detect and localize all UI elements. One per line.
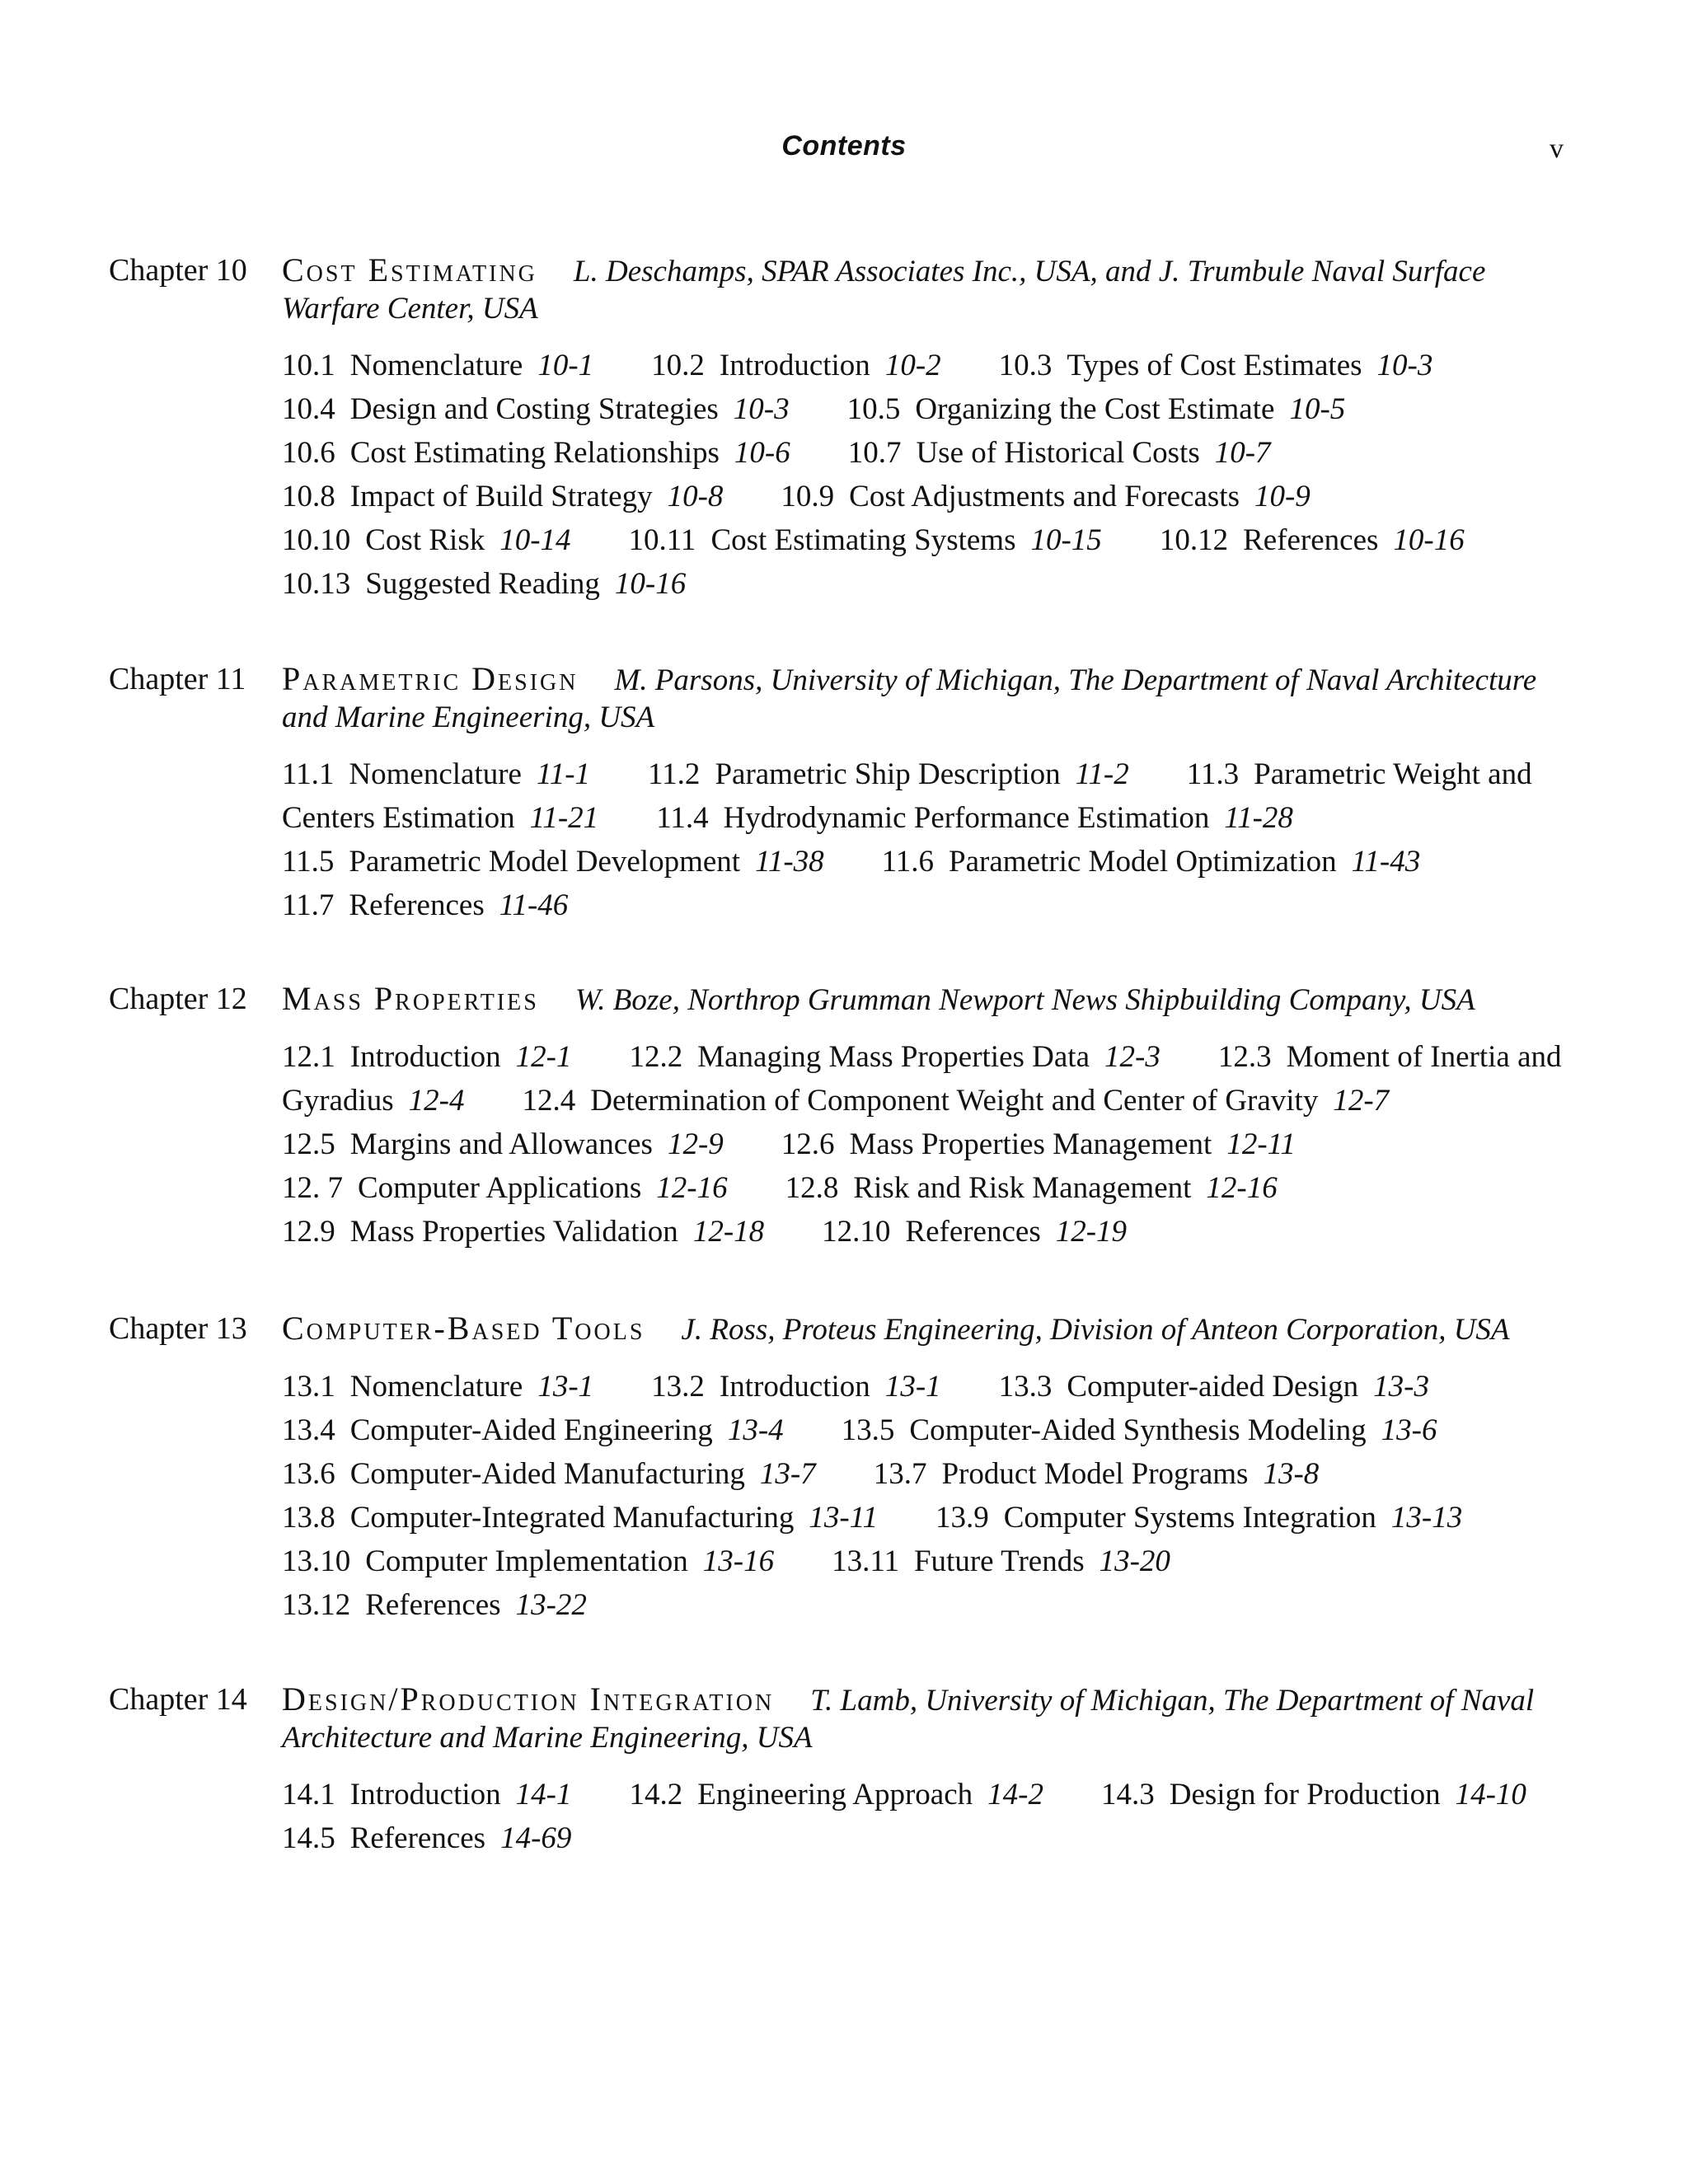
toc-entry[interactable] <box>282 1457 816 1491</box>
section-page: 10-2 <box>884 349 941 382</box>
running-head: Contents <box>781 130 907 162</box>
section-list <box>282 1365 1576 1627</box>
chapter-label: Chapter 13 <box>109 1311 247 1346</box>
toc-entry[interactable] <box>282 801 598 835</box>
toc-entry[interactable] <box>999 1370 1429 1404</box>
section-page: 12-1 <box>515 1040 572 1074</box>
section-title: Nomenclature <box>349 349 523 382</box>
section-number: 13.1 <box>282 1370 335 1404</box>
section-title: Introduction <box>349 1040 501 1074</box>
section-number: 13.9 <box>935 1501 989 1535</box>
section-number: 10.7 <box>847 436 902 470</box>
chapter-label: Chapter 14 <box>109 1682 247 1717</box>
section-page: 12-4 <box>408 1084 465 1118</box>
section-number: 11.5 <box>282 845 335 879</box>
section-title: Nomenclature <box>349 757 522 791</box>
section-number: 11.2 <box>648 757 701 791</box>
section-title: Cost Estimating Systems <box>710 523 1016 557</box>
toc-entry[interactable] <box>282 392 790 426</box>
section-page: 12-7 <box>1333 1084 1390 1118</box>
section-number: 13.4 <box>282 1413 335 1447</box>
toc-entry[interactable] <box>282 480 723 513</box>
section-number: 13.12 <box>282 1588 351 1622</box>
toc-line <box>282 562 1576 606</box>
section-page: 12-18 <box>692 1215 765 1249</box>
toc-entry[interactable] <box>282 1370 593 1404</box>
section-title: Cost Risk <box>365 523 485 557</box>
chapter-title[interactable]: Design/Production Integration <box>282 1680 775 1718</box>
section-number: 10.6 <box>282 436 335 470</box>
toc-entry[interactable] <box>282 1171 728 1205</box>
section-number: 12.9 <box>282 1215 335 1249</box>
section-page: 10-8 <box>667 480 724 513</box>
chapter-heading <box>109 981 1576 1019</box>
toc-line <box>282 1210 1576 1254</box>
section-number: 11.1 <box>282 757 335 791</box>
chapter-heading <box>109 1681 1576 1756</box>
section-title: Hydrodynamic Performance Estimation <box>723 801 1210 835</box>
section-number: 14.3 <box>1100 1778 1155 1811</box>
section-page: 12-9 <box>667 1127 724 1161</box>
section-number: 10.3 <box>998 349 1053 382</box>
section-list <box>282 1035 1576 1254</box>
section-page: 12-3 <box>1104 1040 1160 1074</box>
toc-line <box>282 387 1576 431</box>
toc-line <box>282 1583 1576 1627</box>
section-title: Determination of Component Weight and Center of Gravity <box>590 1084 1319 1118</box>
section-number: 13.8 <box>282 1501 335 1535</box>
toc-entry[interactable] <box>282 1040 571 1074</box>
section-title: References <box>1243 523 1379 557</box>
toc-entry[interactable] <box>629 1040 1160 1074</box>
section-page: 10-9 <box>1254 480 1311 513</box>
section-page: 13-20 <box>1099 1544 1170 1578</box>
chapter-label: Chapter 10 <box>109 253 247 288</box>
toc-line <box>282 1035 1576 1079</box>
section-title: Product Model Programs <box>941 1457 1249 1491</box>
section-title: Parametric Model Development <box>349 845 741 879</box>
chapter-title[interactable]: Cost Estimating <box>282 251 537 288</box>
section-number: 12.6 <box>781 1127 835 1161</box>
toc-entry[interactable] <box>999 349 1433 382</box>
toc-entry[interactable] <box>282 757 590 791</box>
section-title: Managing Mass Properties Data <box>697 1040 1090 1074</box>
section-title: Impact of Build Strategy <box>349 480 653 513</box>
section-number: 10.12 <box>1159 523 1229 557</box>
chapter-heading <box>109 1310 1576 1348</box>
section-page: 11-2 <box>1075 757 1129 791</box>
section-number: 12.8 <box>785 1171 839 1205</box>
chapter-author: J. Ross, Proteus Engineering, Division of Anteon Corporation, USA <box>681 1313 1510 1347</box>
toc-entry[interactable] <box>651 1370 940 1404</box>
section-title: Types of Cost Estimates <box>1067 349 1362 382</box>
toc-entry[interactable] <box>847 392 1346 426</box>
section-title: Computer Applications <box>358 1171 642 1205</box>
chapter-title[interactable]: Parametric Design <box>282 660 579 697</box>
section-title: Computer-aided Design <box>1067 1370 1359 1404</box>
section-page: 11-1 <box>536 757 591 791</box>
section-title: Organizing the Cost Estimate <box>915 392 1275 426</box>
section-number: 12.1 <box>282 1040 335 1074</box>
section-title: Computer Systems Integration <box>1003 1501 1376 1535</box>
section-title: Computer-Aided Engineering <box>349 1413 713 1447</box>
section-number: 11.7 <box>282 888 335 922</box>
section-number: 10.4 <box>282 392 335 426</box>
chapter-12 <box>109 981 1576 1254</box>
section-title: References <box>365 1588 501 1622</box>
section-title: Risk and Risk Management <box>853 1171 1192 1205</box>
section-list <box>282 344 1576 606</box>
section-number: 13.3 <box>998 1370 1053 1404</box>
section-page: 10-7 <box>1214 436 1271 470</box>
toc-entry[interactable] <box>781 1127 1296 1161</box>
toc-line <box>282 1365 1576 1408</box>
toc-line <box>282 1496 1576 1540</box>
section-number: 13.6 <box>282 1457 335 1491</box>
section-page: 11-38 <box>755 845 824 879</box>
toc-line <box>282 475 1576 518</box>
section-number: 13.7 <box>873 1457 927 1491</box>
section-number: 13.10 <box>282 1544 351 1578</box>
section-number: 10.10 <box>282 523 351 557</box>
toc-entry[interactable] <box>282 1588 587 1622</box>
toc-entry[interactable] <box>282 1821 571 1855</box>
section-page: 12-11 <box>1226 1127 1296 1161</box>
section-number: 11.3 <box>1186 757 1240 791</box>
section-page: 10-1 <box>537 349 594 382</box>
toc-line <box>282 518 1576 562</box>
toc-entry[interactable] <box>282 523 571 557</box>
toc-entry[interactable] <box>282 349 593 382</box>
chapter-heading <box>109 252 1576 327</box>
toc-entry[interactable] <box>629 1778 1043 1811</box>
toc-entry[interactable] <box>282 567 686 601</box>
section-page: 10-3 <box>733 392 790 426</box>
section-page: 10-16 <box>614 567 687 601</box>
section-title: Parametric Model Optimization <box>949 845 1337 879</box>
section-number: 12.3 <box>1217 1040 1272 1074</box>
section-number: 12.5 <box>282 1127 335 1161</box>
section-title: Cost Estimating Relationships <box>349 436 720 470</box>
section-number: 10.13 <box>282 567 351 601</box>
section-title: Computer-Aided Synthesis Modeling <box>909 1413 1367 1447</box>
toc-entry[interactable] <box>656 801 1293 835</box>
section-title: References <box>349 888 485 922</box>
toc-entry[interactable] <box>1187 757 1532 791</box>
section-number: 14.2 <box>629 1778 683 1811</box>
toc-entry[interactable] <box>848 436 1271 470</box>
toc-entry[interactable] <box>651 349 940 382</box>
toc-entry[interactable] <box>935 1501 1462 1535</box>
section-title: Future Trends <box>913 1544 1085 1578</box>
section-number: 10.2 <box>651 349 705 382</box>
toc-entry[interactable] <box>874 1457 1320 1491</box>
toc-line <box>282 1166 1576 1210</box>
toc-line <box>282 796 1576 840</box>
toc-line <box>282 1079 1576 1122</box>
section-page: 12-16 <box>656 1171 728 1205</box>
section-number: 11.6 <box>881 845 935 879</box>
toc-entry[interactable] <box>648 757 1129 791</box>
section-number: 13.11 <box>832 1544 899 1578</box>
toc-entry[interactable] <box>1218 1040 1562 1074</box>
section-title: Margins and Allowances <box>349 1127 653 1161</box>
section-list <box>282 1773 1576 1860</box>
section-number: 10.5 <box>846 392 901 426</box>
section-number: 12.4 <box>522 1084 576 1118</box>
toc-entry[interactable] <box>282 1413 784 1447</box>
section-page: 13-8 <box>1263 1457 1320 1491</box>
toc-line <box>282 431 1576 475</box>
section-title: Centers Estimation <box>282 801 515 835</box>
toc-line <box>282 1816 1576 1860</box>
section-title: Computer Implementation <box>365 1544 688 1578</box>
section-title: Use of Historical Costs <box>916 436 1200 470</box>
section-page: 12-19 <box>1055 1215 1128 1249</box>
section-title: Design and Costing Strategies <box>349 392 719 426</box>
section-title: Nomenclature <box>349 1370 523 1404</box>
toc-entry[interactable] <box>282 888 568 922</box>
section-title: Moment of Inertia and <box>1286 1040 1562 1074</box>
chapter-13 <box>109 1310 1576 1627</box>
toc-entry[interactable] <box>832 1544 1170 1578</box>
section-page: 12-16 <box>1206 1171 1278 1205</box>
toc-line <box>282 883 1576 927</box>
section-number: 11.4 <box>656 801 709 835</box>
section-page: 11-46 <box>499 888 569 922</box>
toc-entry[interactable] <box>822 1215 1127 1249</box>
toc-entry[interactable] <box>282 1778 571 1811</box>
chapter-author: L. Deschamps, SPAR Associates Inc., USA, and J. Trumbule Naval Surface Warfare Center, USA <box>282 255 1486 326</box>
section-number: 12. 7 <box>282 1171 343 1205</box>
section-page: 13-13 <box>1390 1501 1463 1535</box>
toc-entry[interactable] <box>282 845 824 879</box>
chapter-heading <box>109 661 1576 736</box>
section-number: 10.11 <box>628 523 696 557</box>
section-number: 14.5 <box>282 1821 335 1855</box>
chapter-author: T. Lamb, University of Michigan, The Department of Naval Architecture and Marine Engineering, USA <box>282 1684 1535 1755</box>
chapter-author: M. Parsons, University of Michigan, The Department of Naval Architecture and Marine Engineering, USA <box>282 663 1537 734</box>
section-page: 13-3 <box>1373 1370 1429 1404</box>
section-page: 10-14 <box>499 523 571 557</box>
section-title: Mass Properties Management <box>849 1127 1212 1161</box>
toc-line <box>282 1408 1576 1452</box>
section-title: Engineering Approach <box>697 1778 973 1811</box>
section-page: 14-69 <box>500 1821 572 1855</box>
section-page: 14-10 <box>1455 1778 1526 1811</box>
section-title: Design for Production <box>1169 1778 1441 1811</box>
section-title: References <box>905 1215 1041 1249</box>
section-page: 10-3 <box>1376 349 1433 382</box>
section-page: 13-16 <box>702 1544 775 1578</box>
section-page: 13-4 <box>727 1413 784 1447</box>
section-title: Parametric Weight and <box>1254 757 1532 791</box>
chapter-11 <box>109 661 1576 927</box>
toc-entry[interactable] <box>282 1544 774 1578</box>
section-page: 14-2 <box>987 1778 1043 1811</box>
toc-entry[interactable] <box>629 523 1102 557</box>
section-page: 13-6 <box>1381 1413 1437 1447</box>
toc-line <box>282 344 1576 387</box>
page-number: v <box>1550 134 1564 164</box>
section-page: 11-21 <box>529 801 599 835</box>
toc-entry[interactable] <box>282 436 790 470</box>
section-page: 13-7 <box>759 1457 816 1491</box>
toc-line <box>282 1540 1576 1583</box>
section-number: 10.1 <box>282 349 335 382</box>
toc-entry[interactable] <box>781 480 1310 513</box>
section-page: 11-43 <box>1351 845 1421 879</box>
section-number: 13.5 <box>841 1413 895 1447</box>
toc-line <box>282 1452 1576 1496</box>
section-title: Mass Properties Validation <box>349 1215 678 1249</box>
chapter-title[interactable]: Computer-Based Tools <box>282 1310 645 1347</box>
toc-entry[interactable] <box>282 1215 764 1249</box>
toc-entry[interactable] <box>1101 1778 1526 1811</box>
toc-entry[interactable] <box>785 1171 1278 1205</box>
chapter-14 <box>109 1681 1576 1860</box>
section-page: 13-11 <box>809 1501 878 1535</box>
chapter-author: W. Boze, Northrop Grumman Newport News Shipbuilding Company, USA <box>574 983 1475 1017</box>
section-page: 11-28 <box>1224 801 1293 835</box>
section-title: Parametric Ship Description <box>715 757 1061 791</box>
section-page: 14-1 <box>515 1778 572 1811</box>
section-title: Introduction <box>349 1778 501 1811</box>
section-title: Computer-Integrated Manufacturing <box>349 1501 795 1535</box>
toc-entry[interactable] <box>282 1501 878 1535</box>
toc-entry[interactable] <box>522 1084 1389 1118</box>
toc-entry[interactable] <box>882 845 1421 879</box>
section-page: 10-6 <box>734 436 790 470</box>
toc-line <box>282 840 1576 883</box>
section-number: 13.2 <box>651 1370 705 1404</box>
toc-line <box>282 1122 1576 1166</box>
section-page: 10-15 <box>1030 523 1102 557</box>
section-title: Suggested Reading <box>365 567 600 601</box>
section-page: 13-1 <box>884 1370 941 1404</box>
section-title: Introduction <box>719 1370 870 1404</box>
chapter-10 <box>109 252 1576 606</box>
section-title: References <box>349 1821 486 1855</box>
section-page: 10-5 <box>1289 392 1346 426</box>
toc-line <box>282 1773 1576 1816</box>
toc-line <box>282 752 1576 796</box>
chapter-label: Chapter 12 <box>109 982 247 1016</box>
section-title: Cost Adjustments and Forecasts <box>849 480 1240 513</box>
section-title: Computer-Aided Manufacturing <box>349 1457 745 1491</box>
toc-entry[interactable] <box>842 1413 1437 1447</box>
toc-entry[interactable] <box>1160 523 1465 557</box>
section-title: Introduction <box>719 349 870 382</box>
section-number: 12.2 <box>629 1040 683 1074</box>
chapter-title[interactable]: Mass Properties <box>282 980 539 1017</box>
toc-entry[interactable] <box>282 1127 724 1161</box>
section-page: 13-1 <box>537 1370 594 1404</box>
section-page: 10-16 <box>1393 523 1465 557</box>
section-number: 10.8 <box>282 480 335 513</box>
section-title: Gyradius <box>282 1084 394 1118</box>
section-list <box>282 752 1576 927</box>
chapter-label: Chapter 11 <box>109 662 246 696</box>
section-number: 14.1 <box>282 1778 335 1811</box>
section-number: 12.10 <box>822 1215 891 1249</box>
section-number: 10.9 <box>781 480 835 513</box>
toc-entry[interactable] <box>282 1084 464 1118</box>
section-page: 13-22 <box>515 1588 587 1622</box>
